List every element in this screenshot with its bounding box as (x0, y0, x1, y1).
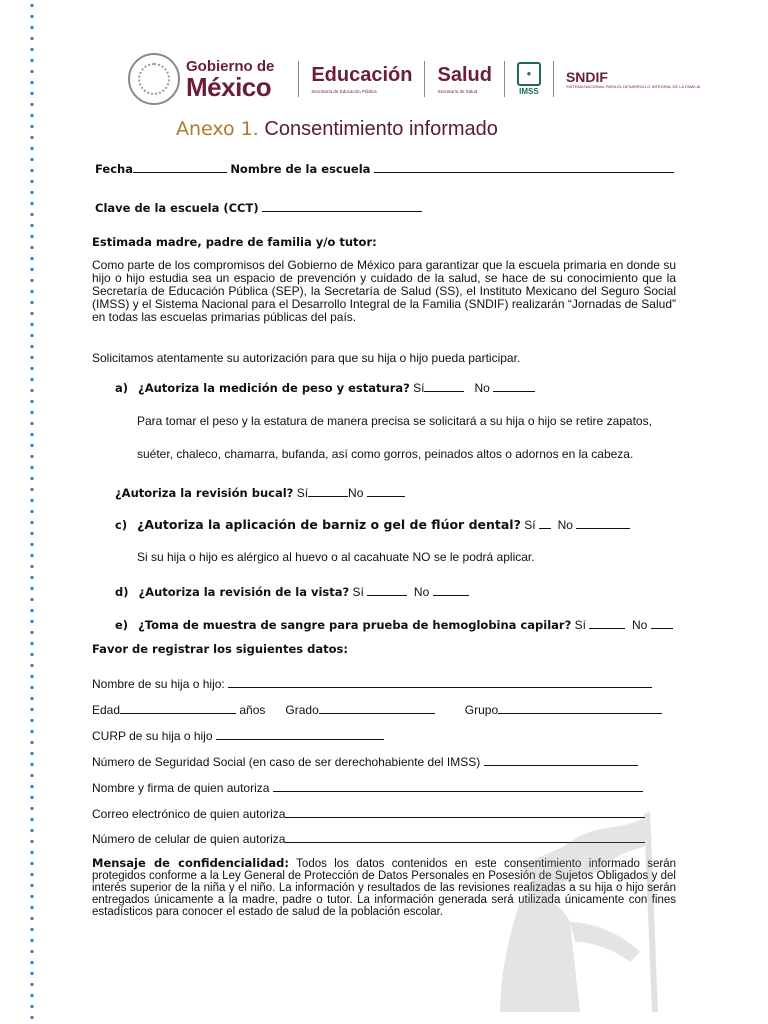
question-a: a) ¿Autoriza la medición de peso y estatura? Sí No (115, 379, 535, 395)
cct-field[interactable] (262, 199, 422, 212)
logo-separator (424, 61, 425, 97)
d-no-field[interactable] (433, 583, 469, 596)
a-no-field[interactable] (493, 379, 535, 392)
school-name-field[interactable] (374, 160, 674, 173)
a-note-2: suéter, chaleco, chamarra, bufanda, así como gorros, peinados altos o adornos en la cabeza. (137, 447, 634, 461)
a-note-1: Para tomar el peso y la estatura de manera precisa se solicitará a su hija o hijo se retire zapatos, (137, 414, 652, 428)
age-field[interactable] (120, 701, 236, 714)
grade-field[interactable] (319, 701, 435, 714)
question-b: ¿Autoriza la revisión bucal? Sí No (115, 484, 405, 500)
c-note: Si su hija o hijo es alérgico al huevo o al cacahuate NO se le podrá aplicar. (137, 550, 535, 564)
logo-separator (298, 61, 299, 97)
c-yes-field[interactable] (539, 516, 551, 529)
page-title: Anexo 1. Consentimiento informado (176, 118, 498, 140)
gobierno-logo: Gobierno de México (186, 57, 275, 102)
c-no-field[interactable] (576, 516, 630, 529)
intro-paragraph: Como parte de los compromisos del Gobierno de México para garantizar que la escuela primaria en donde su hijo o hijo estudia sea un espacio de prevención y cuidado de la salud, se hace de su conocimiento que la Secretaría de Educación Pública (SEP), la Secretaría de Salud (SS), el Instituto Mexicano del Seguro Social (IMSS) y el Sistema Nacional para el Desarrollo Integral de la Familia (SNDIF) realizarán “Jornadas de Salud” en todas las escuelas primarias públicas del país. (92, 258, 676, 324)
national-seal-icon (128, 53, 180, 105)
fecha-row: Fecha Nombre de la escuela (95, 160, 674, 176)
sndif-logo: SNDIF SISTEMA NACIONAL PARA EL DESARROLLO INTEGRAL DE LA FAMILIA (565, 68, 701, 89)
educacion-logo: Educación Secretaría de Educación Pública (311, 64, 413, 94)
b-no-field[interactable] (367, 484, 405, 497)
d-yes-field[interactable] (367, 583, 407, 596)
curp-row: CURP de su hija o hijo (92, 727, 384, 743)
imss-logo: ● IMSS (517, 62, 541, 96)
data-heading: Favor de registrar los siguientes datos: (92, 642, 348, 656)
logo-separator (553, 61, 554, 97)
nss-field[interactable] (484, 753, 638, 766)
binding-dots (30, 0, 34, 1024)
e-yes-field[interactable] (589, 616, 625, 629)
imss-emblem-icon: ● (517, 62, 541, 86)
age-grade-group-row: Edad años Grado Grupo (92, 701, 662, 717)
flag-bearer-watermark-icon (480, 812, 690, 1012)
header-logos (128, 52, 700, 106)
b-yes-field[interactable] (308, 484, 348, 497)
question-e: e) ¿Toma de muestra de sangre para prueba de hemoglobina capilar? Sí No (115, 616, 673, 632)
greeting: Estimada madre, padre de familia y/o tutor: (92, 235, 377, 249)
a-yes-field[interactable] (424, 379, 464, 392)
child-name-field[interactable] (228, 675, 652, 688)
confidentiality-paragraph: Mensaje de confidencialidad: Todos los datos contenidos en este consentimiento informado serán protegidos conforme a la Ley General de Protección de Datos Personales en Posesión de Sujetos Obligados y del interés superior de la niña y el niño. La información y resultados de las revisiones realizadas a su hija o hijo serán entregados únicamente a la madre, padre o tutor. La información generada será utilizada únicamente con fines estadísticos para conocer el estado de salud de la población escolar. (92, 856, 676, 918)
group-field[interactable] (498, 701, 662, 714)
child-name-row: Nombre de su hija o hijo: (92, 675, 652, 691)
question-d: d) ¿Autoriza la revisión de la vista? Sí No (115, 583, 469, 599)
cct-row: Clave de la escuela (CCT) (95, 199, 422, 215)
request-text: Solicitamos atentamente su autorización para que su hija o hijo pueda participar. (92, 351, 521, 365)
email-row: Correo electrónico de quien autoriza (92, 805, 645, 821)
salud-logo: Salud Secretaría de Salud (437, 64, 492, 94)
question-c: c) ¿Autoriza la aplicación de barniz o gel de flúor dental? Sí No (115, 516, 630, 532)
fecha-field[interactable] (133, 160, 227, 173)
e-no-field[interactable] (651, 616, 673, 629)
signature-field[interactable] (273, 779, 643, 792)
curp-field[interactable] (216, 727, 384, 740)
phone-row: Número de celular de quien autoriza (92, 830, 645, 846)
signature-row: Nombre y firma de quien autoriza (92, 779, 643, 795)
logo-separator (504, 61, 505, 97)
nss-row: Número de Seguridad Social (en caso de ser derechohabiente del IMSS) (92, 753, 638, 769)
